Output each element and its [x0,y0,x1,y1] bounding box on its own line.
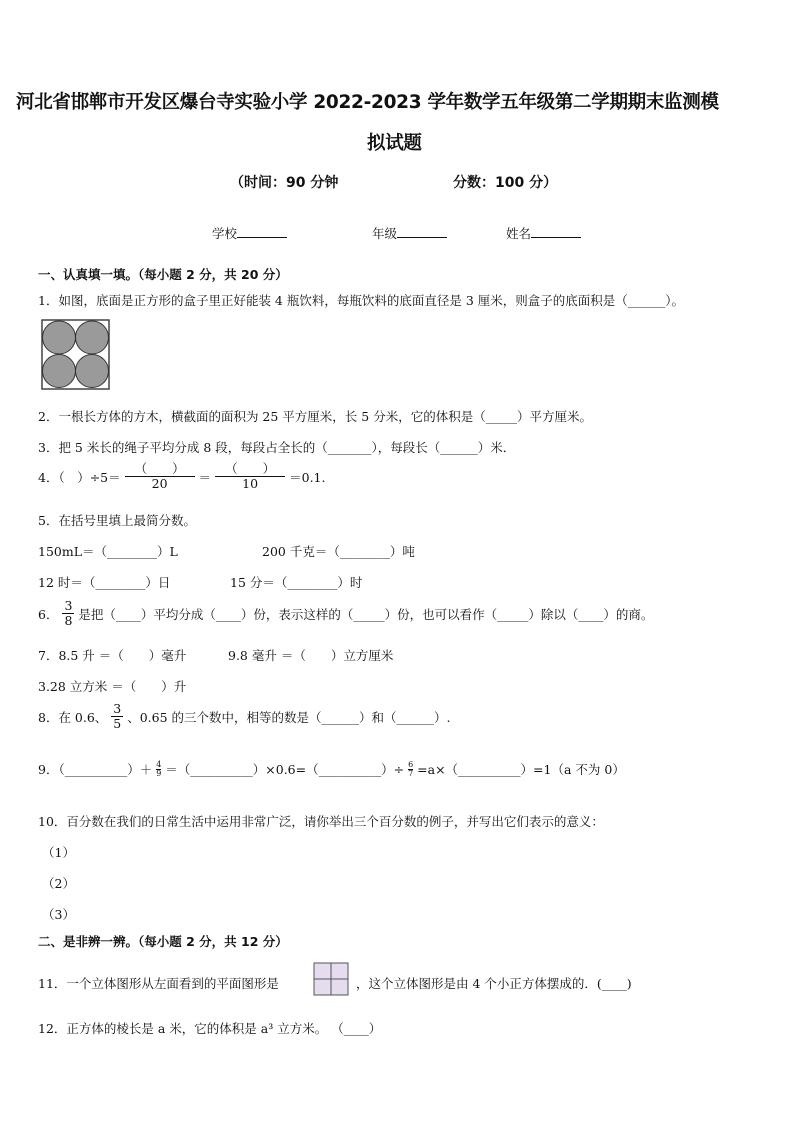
question-10-stem: 10．百分数在我们的日常生活中运用非常广泛，请你举出三个百分数的例子，并写出它们表示的意义： [38,814,604,829]
q10-item-3: （3） [42,907,75,922]
q4-eq: ＝ [198,469,212,485]
q9-part3: =a×（__________）=1（a 不为 0） [417,762,625,777]
question-5a: 150mL＝（________）L [38,544,178,559]
q9-f2-num: 6 [408,759,414,769]
q9-f1-num: 4 [156,759,162,769]
q6-num: 3 [64,598,73,613]
q6-fraction [62,599,74,629]
q10-item-2: （2） [42,876,75,891]
q9-part1: 9．（__________）＋ [38,762,153,777]
grade-blank[interactable] [397,224,447,238]
q8-fraction [111,702,123,732]
q4-frac2-num: （ ） [225,461,276,476]
section1-heading: 一、认真填一填。（每小题 2 分，共 20 分） [38,267,288,282]
question-1: 1．如图，底面是正方形的盒子里正好能装 4 瓶饮料，每瓶饮料的底面直径是 3 厘米，则盒子的底面积是（______）。 [38,293,685,308]
question-5c: 12 时＝（________）日 [38,575,171,590]
q4-suffix: ＝0.1. [289,469,326,485]
q9-f1-den: 9 [156,768,162,778]
question-4 [38,462,325,492]
q6-prefix: 6． [38,606,59,622]
q9-fraction-1 [156,761,161,778]
q8-num: 3 [113,701,122,716]
school-field[interactable] [212,224,287,242]
question-2: 2．一根长方体的方木，横截面的面积为 25 平方厘米，长 5 分米，它的体积是（_____）平方厘米。 [38,409,592,424]
q4-fraction-1 [125,462,195,492]
q10-item-1: （1） [42,845,75,860]
exam-time: （时间：90 分钟 [230,175,339,191]
q4-fraction-2 [215,462,285,492]
grade-label: 年级 [372,226,398,241]
q9-fraction-2 [408,761,413,778]
grade-field[interactable] [372,224,447,242]
q4-frac1-num: （ ） [134,461,185,476]
school-label: 学校 [212,226,238,241]
q8-suffix: 、0.65 的三个数中，相等的数是（______）和（______）. [127,709,451,725]
box-with-four-bottles-figure [41,319,111,391]
q4-frac1-den: 20 [125,476,195,491]
question-12: 12．正方体的棱长是 a 米，它的体积是 a³ 立方米。 （____） [38,1021,382,1036]
question-5d: 15 分＝（________）时 [230,575,363,590]
q8-prefix: 8．在 0.6、 [38,709,108,725]
question-5-stem: 5．在括号里填上最简分数。 [38,513,196,528]
q8-den: 5 [113,716,122,732]
question-9 [38,760,625,778]
q9-f2-den: 7 [408,768,414,778]
question-5b: 200 千克＝（________）吨 [262,544,415,559]
q6-suffix: 是把（____）平均分成（____）份，表示这样的（_____）份，也可以看作（_____）除以（____）的商。 [78,606,654,622]
q4-frac2-den: 10 [215,476,285,491]
question-3: 3．把 5 米长的绳子平均分成 8 段，每段占全长的（_______），每段长（______）米． [38,440,516,455]
question-7c: 3.28 立方米 ＝（ ）升 [38,679,187,694]
exam-score: 分数：100 分） [453,175,558,191]
question-8 [38,702,451,732]
q9-part2: ＝（__________）×0.6=（__________）÷ [165,762,405,777]
section2-heading: 二、是非辨一辨。（每小题 2 分，共 12 分） [38,934,288,949]
question-11-suffix: ，这个立体图形是由 4 个小正方体摆成的．(____) [356,976,632,991]
question-7b: 9.8 毫升 ＝（ ）立方厘米 [228,648,394,663]
question-7a: 7．8.5 升 ＝（ ）毫升 [38,648,187,663]
q6-den: 8 [64,613,73,629]
name-field[interactable] [506,224,581,242]
school-blank[interactable] [237,224,287,238]
q4-prefix: 4．（ ）÷5＝ [38,469,121,485]
page-title-line1: 河北省邯郸市开发区爆台寺实验小学 2022-2023 学年数学五年级第二学期期末监测模 [16,92,719,113]
name-label: 姓名 [506,226,532,241]
page-title-line2: 拟试题 [367,133,422,154]
two-by-two-squares-figure [313,962,349,996]
question-11-prefix: 11．一个立体图形从左面看到的平面图形是 [38,976,279,991]
question-6 [38,599,653,629]
name-blank[interactable] [531,224,581,238]
